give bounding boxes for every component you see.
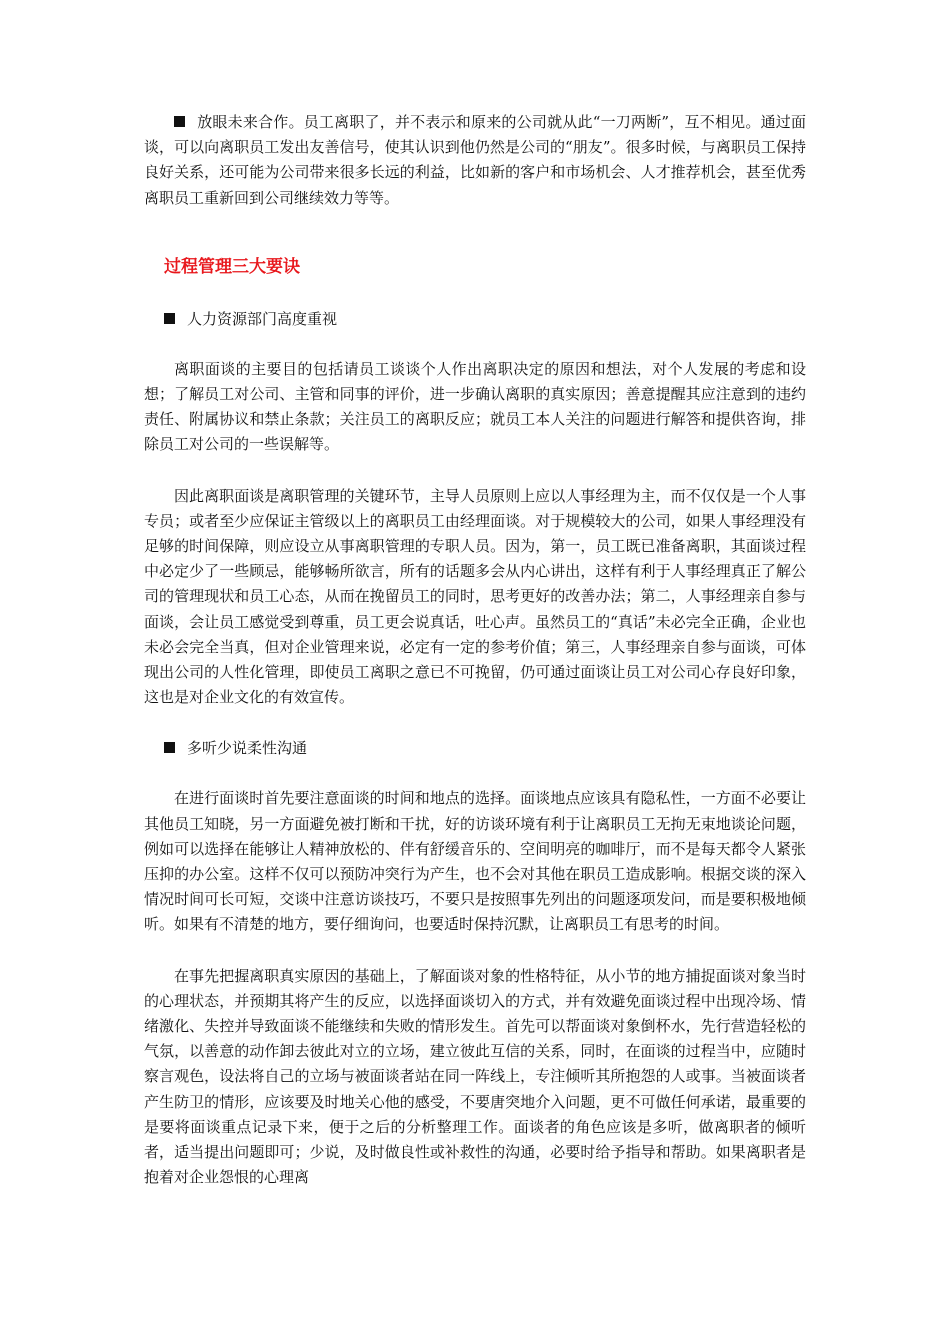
sub-heading-1 [144, 307, 806, 331]
intro-paragraph [144, 110, 806, 211]
paragraph-4: 在事先把握离职真实原因的基础上，了解面谈对象的性格特征，从小节的地方捕捉面谈对象当时的心理状态，并预期其将产生的反应，以选择面谈切入的方式，并有效避免面谈过程中出现冷场、情绪激化、失控并导致面谈不能继续和失败的情形发生。首先可以帮面谈对象倒杯水，先行营造轻松的气氛，以善意的动作卸去彼此对立的立场，建立彼此互信的关系，同时，在面谈的过程当中，应随时察言观色，设法将自己的立场与被面谈者站在同一阵线上，专注倾听其所抱怨的人或事。当被面谈者产生防卫的情形，应该要及时地关心他的感受，不要唐突地介入问题，更不可做任何承诺，最重要的是要将面谈重点记录下来，便于之后的分析整理工作。面谈者的角色应该是多听，做离职者的倾听者，适当提出问题即可；少说，及时做良性或补救性的沟通，必要时给予指导和帮助。如果离职者是抱着对企业怨恨的心理离 [144, 966, 806, 1187]
square-bullet-icon [174, 116, 185, 127]
square-bullet-icon [164, 742, 175, 753]
square-bullet-icon [164, 313, 175, 324]
sub-heading-2 [144, 736, 806, 760]
intro-text: 放眼未来合作。员工离职了，并不表示和原来的公司就从此“一刀两断”，互不相见。通过面谈，可以向离职员工发出友善信号，使其认识到他仍然是公司的“朋友”。很多时候，与离职员工保持良好关系，还可能为公司带来很多长远的利益，比如新的客户和市场机会、人才推荐机会，甚至优秀离职员工重新回到公司继续效力等等。 [144, 113, 806, 207]
sub-heading-1-text: 人力资源部门高度重视 [187, 309, 338, 328]
document-page [144, 110, 806, 1191]
paragraph-2: 因此离职面谈是离职管理的关键环节，主导人员原则上应以人事经理为主，而不仅仅是一个人事专员；或者至少应保证主管级以上的离职员工由经理面谈。对于规模较大的公司，如果人事经理没有足够的时间保障，则应设立从事离职管理的专职人员。因为，第一，员工既已准备离职，其面谈过程中必定少了一些顾忌，能够畅所欲言，所有的话题多会从内心讲出，这样有利于人事经理真正了解公司的管理现状和员工心态，从而在挽留员工的同时，思考更好的改善办法；第二，人事经理亲自参与面谈，会让员工感觉受到尊重，员工更会说真话，吐心声。虽然员工的“真话”未必完全正确，企业也未必会完全当真，但对企业管理来说，必定有一定的参考价值；第三，人事经理亲自参与面谈，可体现出公司的人性化管理，即使员工离职之意已不可挽留，仍可通过面谈让员工对公司心存良好印象，这也是对企业文化的有效宣传。 [144, 486, 806, 707]
paragraph-3: 在进行面谈时首先要注意面谈的时间和地点的选择。面谈地点应该具有隐私性，一方面不必要让其他员工知晓，另一方面避免被打断和干扰，好的访谈环境有利于让离职员工无拘无束地谈论问题，例如可以选择在能够让人精神放松的、伴有舒缓音乐的、空间明亮的咖啡厅，而不是每天都令人紧张压抑的办公室。这样不仅可以预防冲突行为产生，也不会对其他在职员工造成影响。根据交谈的深入情况时间可长可短，交谈中注意访谈技巧，不要只是按照事先列出的问题逐项发问，而是要积极地倾听。如果有不清楚的地方，要仔细询问，也要适时保持沉默，让离职员工有思考的时间。 [144, 789, 806, 934]
sub-heading-2-text: 多听少说柔性沟通 [187, 739, 308, 758]
section-heading: 过程管理三大要诀 [164, 256, 300, 277]
paragraph-1: 离职面谈的主要目的包括请员工谈谈个人作出离职决定的原因和想法，对个人发展的考虑和设想；了解员工对公司、主管和同事的评价，进一步确认离职的真实原因；善意提醒其应注意到的违约责任、附属协议和禁止条款；关注员工的离职反应；就员工本人关注的问题进行解答和提供咨询，排除员工对公司的一些误解等。 [144, 359, 806, 454]
